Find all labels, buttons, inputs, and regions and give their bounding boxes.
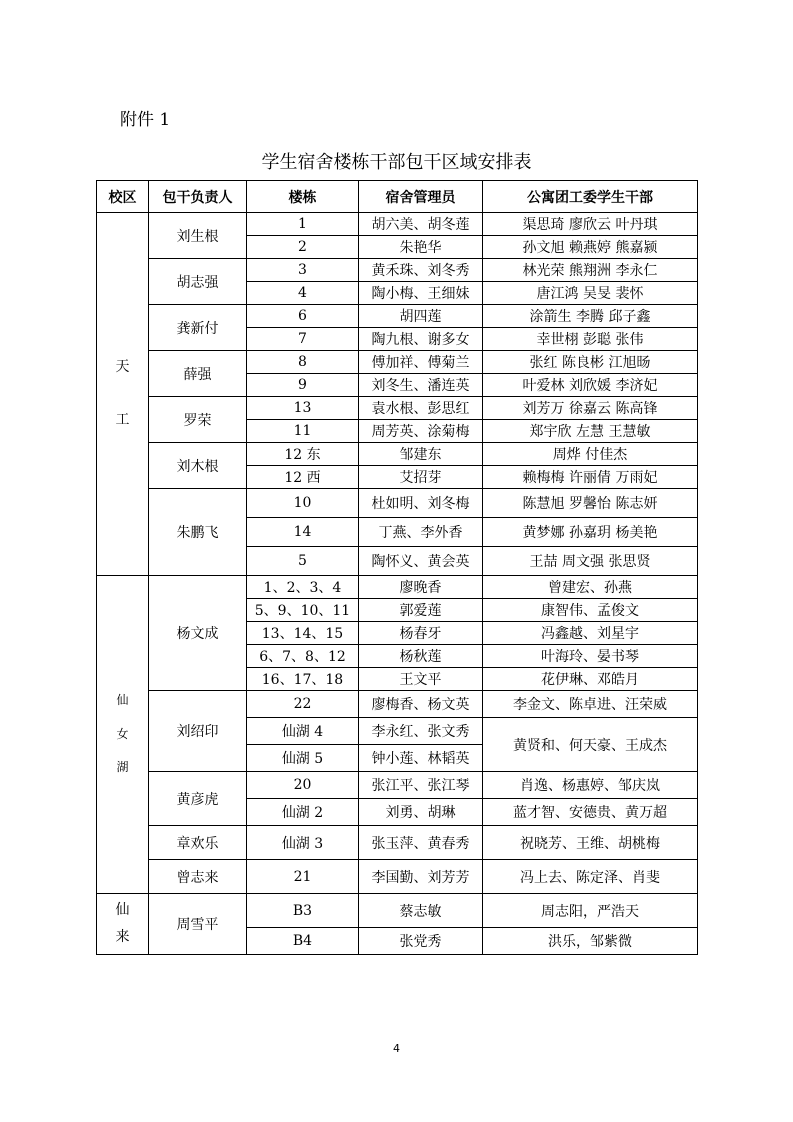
manager-cell: 黄禾珠、刘冬秀: [359, 259, 483, 282]
cadres-cell: 蓝才智、安德贵、黄万超: [483, 799, 698, 826]
cadres-cell: 孙文旭 赖燕婷 熊嘉颍: [483, 236, 698, 259]
building-cell: 9: [247, 374, 359, 397]
cadres-cell: 王喆 周文强 张思贤: [483, 547, 698, 576]
campus-char: 湖: [116, 760, 129, 775]
cadres-cell: 张红 陈良彬 江旭旸: [483, 351, 698, 374]
manager-cell: 丁燕、李外香: [359, 518, 483, 547]
building-cell: 12 西: [247, 466, 359, 489]
building-cell: 6、7、8、12: [247, 645, 359, 668]
cadres-cell: 刘芳万 徐嘉云 陈高锋: [483, 397, 698, 420]
leader-cell: 曾志来: [149, 860, 247, 894]
campus-cell-xiannvhu: [97, 576, 149, 894]
cadres-cell: 周烨 付佳杰: [483, 443, 698, 466]
table-row: [97, 351, 698, 374]
leader-cell: 黄彦虎: [149, 772, 247, 826]
building-cell: B3: [247, 894, 359, 928]
leader-cell: 罗荣: [149, 397, 247, 443]
cadres-cell: 赖梅梅 许丽倩 万雨妃: [483, 466, 698, 489]
manager-cell: 陶九根、谢多女: [359, 328, 483, 351]
table-row: [97, 305, 698, 328]
campus-char: 工: [115, 412, 130, 429]
manager-cell: 廖晚香: [359, 576, 483, 599]
manager-cell: 刘勇、胡琳: [359, 799, 483, 826]
manager-cell: 张玉萍、黄春秀: [359, 826, 483, 860]
leader-cell: 朱鹏飞: [149, 489, 247, 576]
manager-cell: 周芳英、涂菊梅: [359, 420, 483, 443]
cadres-cell: 曾建宏、孙燕: [483, 576, 698, 599]
building-cell: 16、17、18: [247, 668, 359, 691]
manager-cell: 胡六美、胡冬莲: [359, 213, 483, 236]
manager-cell: 杨春牙: [359, 622, 483, 645]
cadres-cell: 洪乐，邹紫微: [483, 928, 698, 955]
campus-cell-xianlai: [97, 894, 149, 955]
building-cell: B4: [247, 928, 359, 955]
leader-cell: 杨文成: [149, 576, 247, 691]
assignment-table: [96, 180, 698, 955]
campus-char: 天: [115, 359, 130, 376]
building-cell: 10: [247, 489, 359, 518]
building-cell: 13、14、15: [247, 622, 359, 645]
campus-char: 仙: [116, 693, 129, 708]
table-row: [97, 259, 698, 282]
leader-cell: 薛强: [149, 351, 247, 397]
table-row: [97, 489, 698, 518]
leader-cell: 刘生根: [149, 213, 247, 259]
table-header-row: [97, 181, 698, 213]
building-cell: 14: [247, 518, 359, 547]
table-row: [97, 772, 698, 799]
building-cell: 21: [247, 860, 359, 894]
building-cell: 11: [247, 420, 359, 443]
cadres-cell: 陈慧旭 罗馨怡 陈志妍: [483, 489, 698, 518]
manager-cell: 郭爱莲: [359, 599, 483, 622]
cadres-cell: 涂箭生 李腾 邱子鑫: [483, 305, 698, 328]
header-campus: 校区: [97, 181, 149, 213]
building-cell: 仙湖 2: [247, 799, 359, 826]
table-row: [97, 894, 698, 928]
building-cell: 5、9、10、11: [247, 599, 359, 622]
header-cadres: 公寓团工委学生干部: [483, 181, 698, 213]
building-cell: 6: [247, 305, 359, 328]
manager-cell: 袁水根、彭思红: [359, 397, 483, 420]
leader-cell: 章欢乐: [149, 826, 247, 860]
manager-cell: 陶怀义、黄会英: [359, 547, 483, 576]
manager-cell: 李国勤、刘芳芳: [359, 860, 483, 894]
building-cell: 1、2、3、4: [247, 576, 359, 599]
cadres-cell: 肖逸、杨惠婷、邹庆岚: [483, 772, 698, 799]
building-cell: 13: [247, 397, 359, 420]
manager-cell: 傅加祥、傅菊兰: [359, 351, 483, 374]
cadres-cell: 周志阳，严浩天: [483, 894, 698, 928]
campus-char: 来: [115, 929, 130, 945]
building-cell: 20: [247, 772, 359, 799]
manager-cell: 杜如明、刘冬梅: [359, 489, 483, 518]
cadres-cell: 康智伟、孟俊文: [483, 599, 698, 622]
building-cell: 1: [247, 213, 359, 236]
manager-cell: 艾招芽: [359, 466, 483, 489]
cadres-cell: 唐江鸿 吴旻 裴怀: [483, 282, 698, 305]
document-title: 学生宿舍楼栋干部包干区域安排表: [261, 152, 532, 173]
cadres-cell: 花伊琳、邓皓月: [483, 668, 698, 691]
manager-cell: 王文平: [359, 668, 483, 691]
table-row: [97, 691, 698, 718]
manager-cell: 朱艳华: [359, 236, 483, 259]
cadres-cell: 叶海玲、晏书琴: [483, 645, 698, 668]
cadres-cell: 冯上去、陈定泽、肖斐: [483, 860, 698, 894]
cadres-cell: 李金文、陈卓进、汪荣威: [483, 691, 698, 718]
table-row: [97, 213, 698, 236]
manager-cell: 杨秋莲: [359, 645, 483, 668]
manager-cell: 张江平、张江琴: [359, 772, 483, 799]
cadres-cell: 渠思琦 廖欣云 叶丹琪: [483, 213, 698, 236]
manager-cell: 蔡志敏: [359, 894, 483, 928]
building-cell: 4: [247, 282, 359, 305]
leader-cell: 胡志强: [149, 259, 247, 305]
table-row: [97, 397, 698, 420]
table-row: [97, 860, 698, 894]
building-cell: 3: [247, 259, 359, 282]
building-cell: 仙湖 5: [247, 745, 359, 772]
manager-cell: 钟小莲、林韬英: [359, 745, 483, 772]
leader-cell: 刘木根: [149, 443, 247, 489]
manager-cell: 刘冬生、潘连英: [359, 374, 483, 397]
header-leader: 包干负责人: [149, 181, 247, 213]
table-row: [97, 826, 698, 860]
cadres-cell: 叶爱林 刘欣媛 李济妃: [483, 374, 698, 397]
header-building: 楼栋: [247, 181, 359, 213]
campus-char: 女: [116, 726, 129, 741]
building-cell: 7: [247, 328, 359, 351]
building-cell: 2: [247, 236, 359, 259]
campus-char: 仙: [115, 902, 130, 919]
manager-cell: 李永红、张文秀: [359, 718, 483, 745]
cadres-cell: 祝晓芳、王维、胡桃梅: [483, 826, 698, 860]
leader-cell: 周雪平: [149, 894, 247, 955]
manager-cell: 张党秀: [359, 928, 483, 955]
building-cell: 仙湖 3: [247, 826, 359, 860]
cadres-cell: 黄梦娜 孙嘉玥 杨美艳: [483, 518, 698, 547]
manager-cell: 邹建东: [359, 443, 483, 466]
cadres-cell: 冯鑫越、刘星宇: [483, 622, 698, 645]
cadres-cell: 郑宇欣 左慧 王慧敏: [483, 420, 698, 443]
page-number: 4: [393, 1042, 400, 1055]
table-row: [97, 443, 698, 466]
building-cell: 8: [247, 351, 359, 374]
table-row: [97, 576, 698, 599]
building-cell: 22: [247, 691, 359, 718]
manager-cell: 胡四莲: [359, 305, 483, 328]
cadres-cell: 幸世栩 彭聪 张伟: [483, 328, 698, 351]
leader-cell: 刘绍印: [149, 691, 247, 772]
cadres-cell: 林光荣 熊翔洲 李永仁: [483, 259, 698, 282]
cadres-cell: 黄贤和、何天豪、王成杰: [483, 718, 698, 772]
manager-cell: 陶小梅、王细妹: [359, 282, 483, 305]
header-manager: 宿舍管理员: [359, 181, 483, 213]
annex-label: 附件 1: [120, 110, 171, 130]
leader-cell: 龚新付: [149, 305, 247, 351]
manager-cell: 廖梅香、杨文英: [359, 691, 483, 718]
building-cell: 5: [247, 547, 359, 576]
building-cell: 12 东: [247, 443, 359, 466]
campus-cell-tiangong: [97, 213, 149, 576]
building-cell: 仙湖 4: [247, 718, 359, 745]
